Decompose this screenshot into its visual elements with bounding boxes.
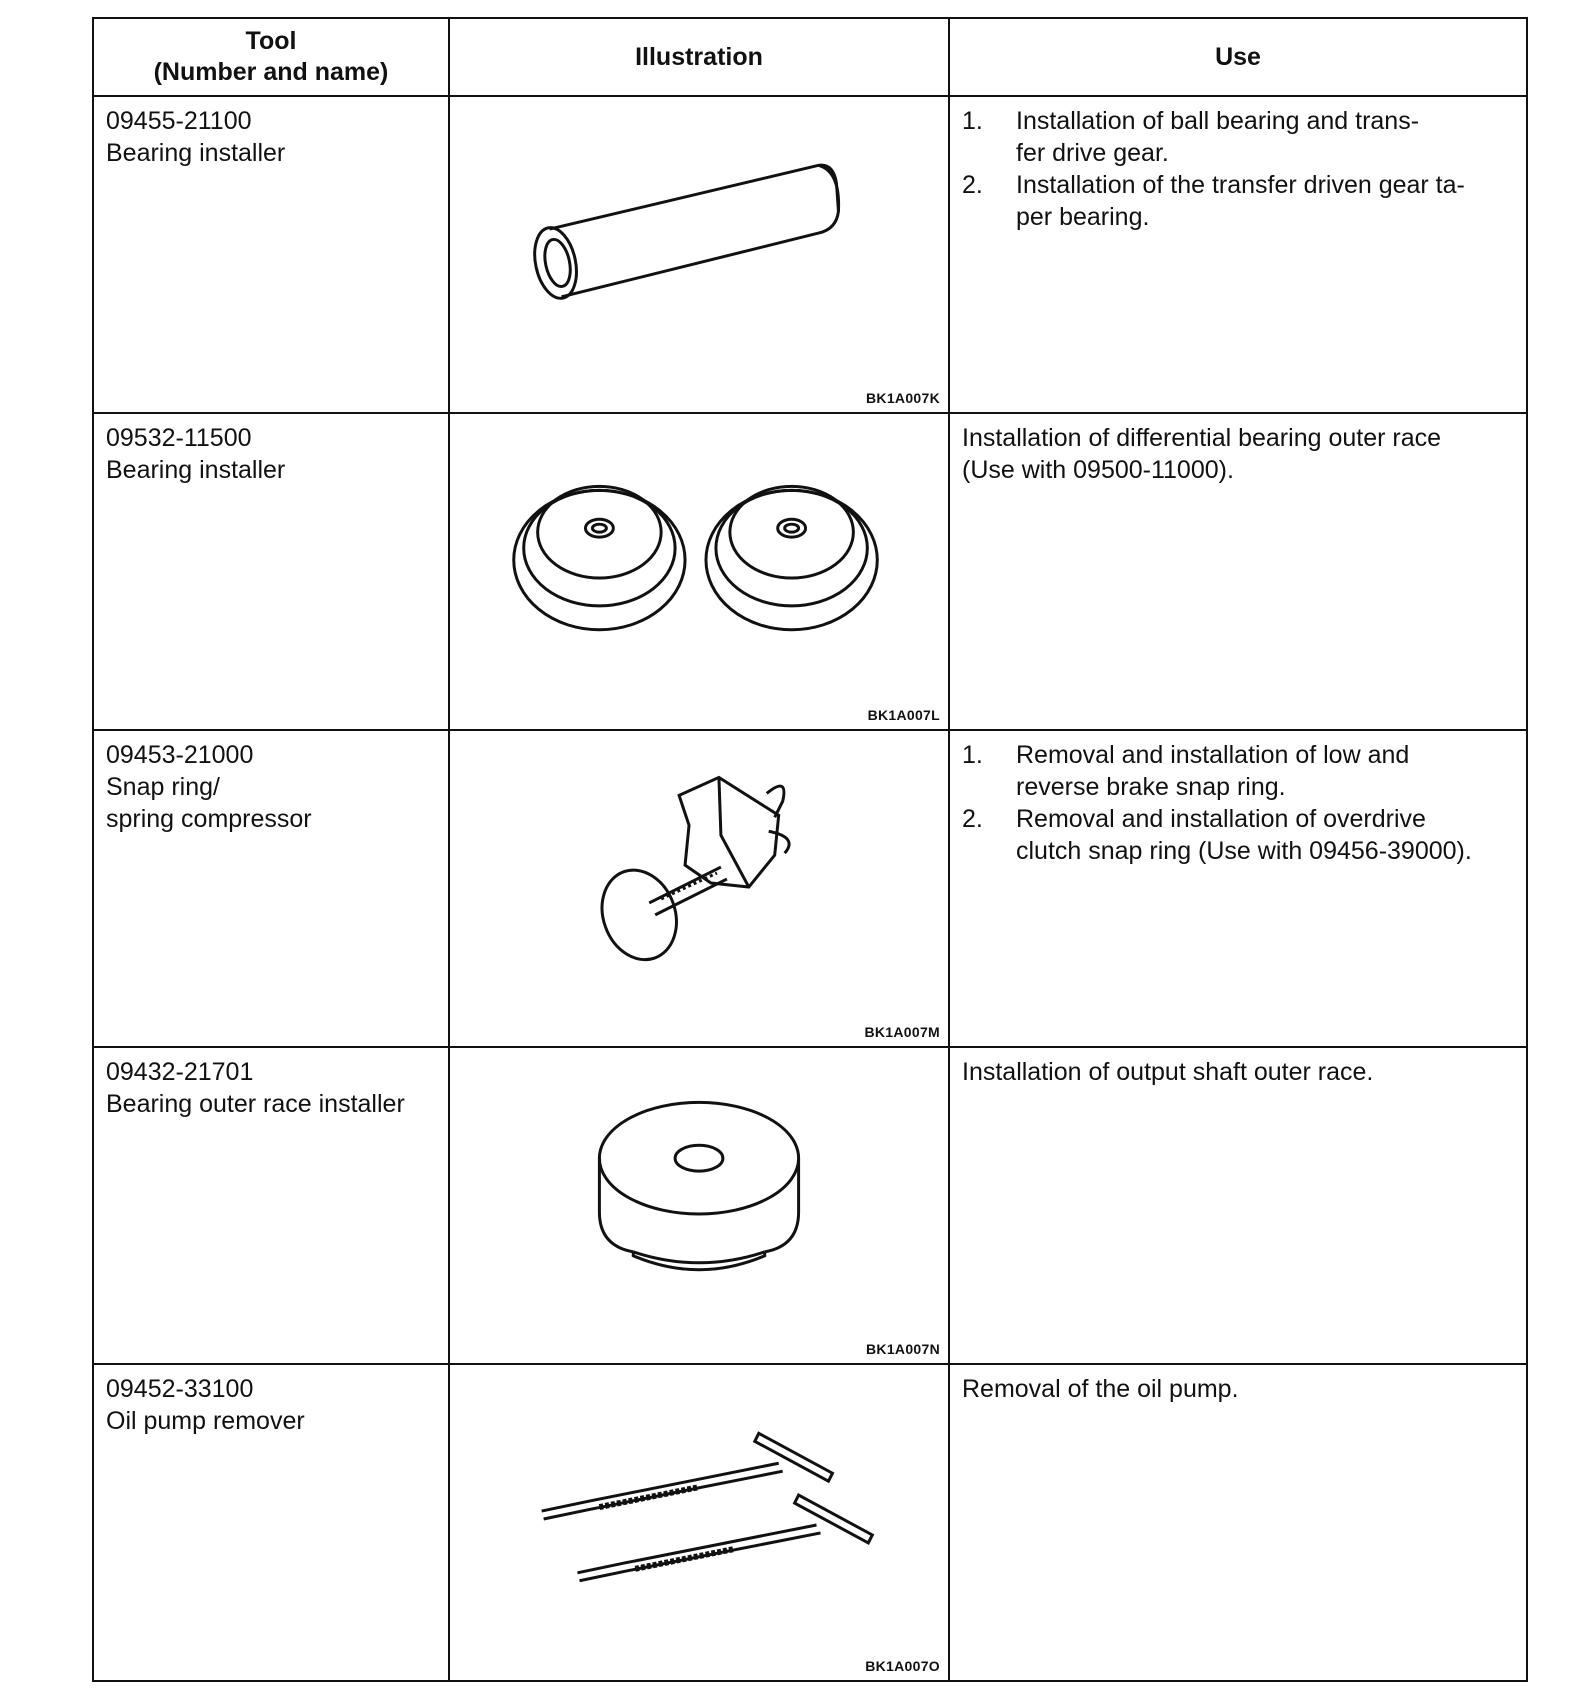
table-row	[93, 96, 1527, 413]
use-list	[962, 739, 1516, 867]
illustration-code: BK1A007O	[865, 1658, 940, 1674]
use-cell	[949, 730, 1527, 1047]
use-list	[962, 105, 1516, 233]
table-row	[93, 1364, 1527, 1681]
tool-name: Snap ring/ spring compressor	[106, 773, 312, 833]
tool-number: 09532-11500	[106, 424, 252, 452]
use-text: Installation of differential bearing outer race (Use with 09500-11000).	[962, 424, 1442, 484]
header-tool: Tool (Number and name)	[93, 18, 449, 96]
spring-compressor-icon	[450, 731, 948, 1046]
double-disc-installer-icon	[450, 414, 948, 729]
illustration-cell	[449, 730, 949, 1047]
tool-cell	[93, 1047, 449, 1364]
list-item: 2. Installation of the transfer driven gear ta- per bearing.	[962, 171, 1465, 231]
tool-number: 09432-21701	[106, 1058, 254, 1086]
illustration-code: BK1A007M	[864, 1024, 940, 1040]
list-item: 2. Removal and installation of overdrive clutch snap ring (Use with 09456-39000).	[962, 805, 1472, 865]
illustration-code: BK1A007K	[866, 390, 940, 406]
tube-installer-icon	[450, 97, 948, 412]
use-cell	[949, 1364, 1527, 1681]
use-text: Removal of the oil pump.	[962, 1375, 1239, 1403]
illustration-cell	[449, 413, 949, 730]
tool-cell	[93, 413, 449, 730]
tool-cell	[93, 1364, 449, 1681]
table-row	[93, 730, 1527, 1047]
illustration-cell	[449, 96, 949, 413]
list-item: 1. Installation of ball bearing and trans- fer drive gear.	[962, 107, 1420, 167]
race-installer-icon	[450, 1048, 948, 1363]
table-row	[93, 413, 1527, 730]
tool-name: Oil pump remover	[106, 1407, 305, 1435]
tool-number: 09453-21000	[106, 741, 254, 769]
illustration-cell	[449, 1364, 949, 1681]
illustration-code: BK1A007L	[867, 707, 940, 723]
header-use: Use	[949, 18, 1527, 96]
list-item: 1. Removal and installation of low and reverse brake snap ring.	[962, 741, 1410, 801]
tool-name: Bearing installer	[106, 456, 286, 484]
table-header-row	[93, 18, 1527, 96]
table-row	[93, 1047, 1527, 1364]
illustration-code: BK1A007N	[866, 1341, 940, 1357]
tool-cell	[93, 96, 449, 413]
use-cell	[949, 96, 1527, 413]
tool-cell	[93, 730, 449, 1047]
illustration-cell	[449, 1047, 949, 1364]
header-illustration: Illustration	[449, 18, 949, 96]
tool-name: Bearing outer race installer	[106, 1090, 405, 1118]
tool-number: 09455-21100	[106, 107, 252, 135]
special-tools-table	[92, 17, 1528, 1682]
use-cell	[949, 413, 1527, 730]
tool-number: 09452-33100	[106, 1375, 254, 1403]
t-handle-remover-icon	[450, 1365, 948, 1680]
use-text: Installation of output shaft outer race.	[962, 1058, 1374, 1086]
use-cell	[949, 1047, 1527, 1364]
tool-name: Bearing installer	[106, 139, 286, 167]
